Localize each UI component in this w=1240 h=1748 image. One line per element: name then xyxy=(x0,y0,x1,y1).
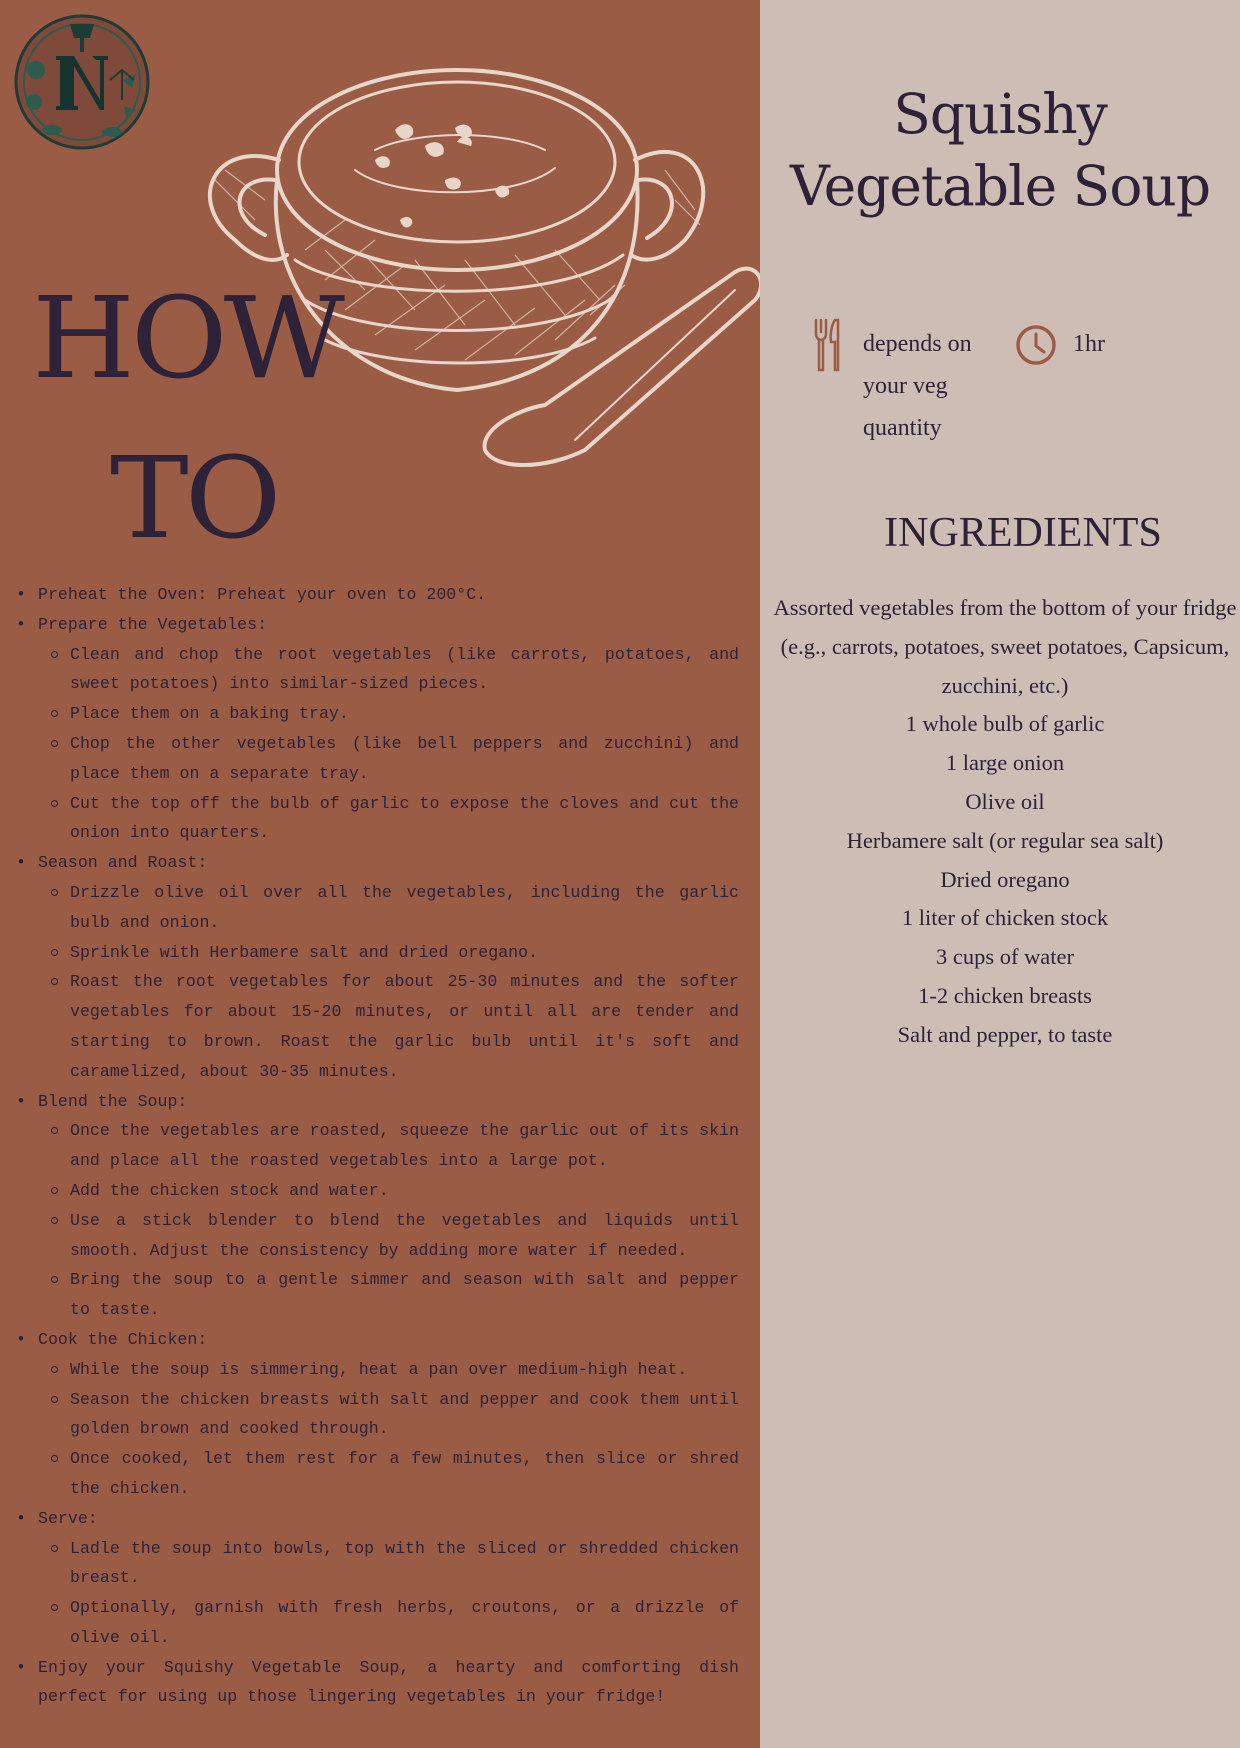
step-item: • Season and Roast: xyxy=(14,848,739,878)
step-item: • Blend the Soup: xyxy=(14,1087,739,1117)
substep-item: Once cooked, let them rest for a few minutes, then slice or shred the chicken. xyxy=(14,1444,739,1504)
ingredient-item: Dried oregano xyxy=(940,866,1070,892)
recipe-title: Squishy Vegetable Soup xyxy=(789,82,1211,218)
step-item: • Cook the Chicken: xyxy=(14,1325,739,1355)
clock-icon xyxy=(1015,324,1057,366)
ingredient-item: 1 whole bulb of garlic xyxy=(905,711,1105,737)
ingredient-item: 1 large onion xyxy=(945,750,1065,776)
ingredient-item: Olive oil xyxy=(965,788,1045,814)
substep-item: Ladle the soup into bowls, top with the sliced or shredded chicken breast. xyxy=(14,1534,739,1594)
substep-item: Once the vegetables are roasted, squeeze the garlic out of its skin and place all the roasted vegetables into a large pot. xyxy=(14,1116,739,1176)
heading-to: TO xyxy=(110,432,278,564)
substep-item: Chop the other vegetables (like bell peppers and zucchini) and place them on a separate tray. xyxy=(14,729,739,789)
ingredient-item: 3 cups of water xyxy=(935,944,1075,970)
step-item: • Enjoy your Squishy Vegetable Soup, a hearty and comforting dish perfect for using up those lingering vegetables in your fridge! xyxy=(14,1653,739,1713)
step-item: • Preheat the Oven: Preheat your oven to 200°C. xyxy=(14,580,739,610)
ingredient-item: Salt and pepper, to taste xyxy=(897,1021,1113,1047)
substep-item: Bring the soup to a gentle simmer and season with salt and pepper to taste. xyxy=(14,1265,739,1325)
heading-how: HOW xyxy=(32,272,341,404)
time-text: 1hr xyxy=(1073,331,1105,357)
servings-text: depends on your veg quantity xyxy=(863,331,972,441)
ingredient-item: 1-2 chicken breasts xyxy=(918,982,1092,1008)
substep-item: Sprinkle with Herbamere salt and dried oregano. xyxy=(14,938,739,968)
instructions-list xyxy=(14,580,739,1712)
ingredient-item: Assorted vegetables from the bottom of your fridge (e.g., carrots, potatoes, sweet potatoes, Capsicum, zucchini, etc.) xyxy=(773,595,1237,698)
step-item: • Prepare the Vegetables: xyxy=(14,610,739,640)
substep-item: Drizzle olive oil over all the vegetables, including the garlic bulb and onion. xyxy=(14,878,739,938)
substep-item: Roast the root vegetables for about 25-30 minutes and the softer vegetables for about 15-20 minutes, or until all are tender and starting to brown. Roast the garlic bulb until it's soft and caramelized, about 30-35 minutes. xyxy=(14,967,739,1086)
substep-item: Clean and chop the root vegetables (like carrots, potatoes, and sweet potatoes) into similar-sized pieces. xyxy=(14,640,739,700)
substep-item: While the soup is simmering, heat a pan over medium-high heat. xyxy=(14,1355,739,1385)
substep-item: Season the chicken breasts with salt and pepper and cook them until golden brown and cooked through. xyxy=(14,1385,739,1445)
ingredients-list xyxy=(770,589,1240,1055)
step-item: • Serve: xyxy=(14,1504,739,1534)
substep-item: Place them on a baking tray. xyxy=(14,699,739,729)
substep-item: Use a stick blender to blend the vegetables and liquids until smooth. Adjust the consistency by adding more water if needed. xyxy=(14,1206,739,1266)
substep-item: Optionally, garnish with fresh herbs, croutons, or a drizzle of olive oil. xyxy=(14,1593,739,1653)
substep-item: Add the chicken stock and water. xyxy=(14,1176,739,1206)
ingredient-item: Herbamere salt (or regular sea salt) xyxy=(846,827,1164,853)
ingredients-heading: INGREDIENTS xyxy=(884,510,1162,556)
substep-item: Cut the top off the bulb of garlic to expose the cloves and cut the onion into quarters. xyxy=(14,789,739,849)
monogram-logo xyxy=(12,10,152,152)
ingredient-item: 1 liter of chicken stock xyxy=(901,905,1109,931)
fork-knife-icon xyxy=(813,318,841,374)
